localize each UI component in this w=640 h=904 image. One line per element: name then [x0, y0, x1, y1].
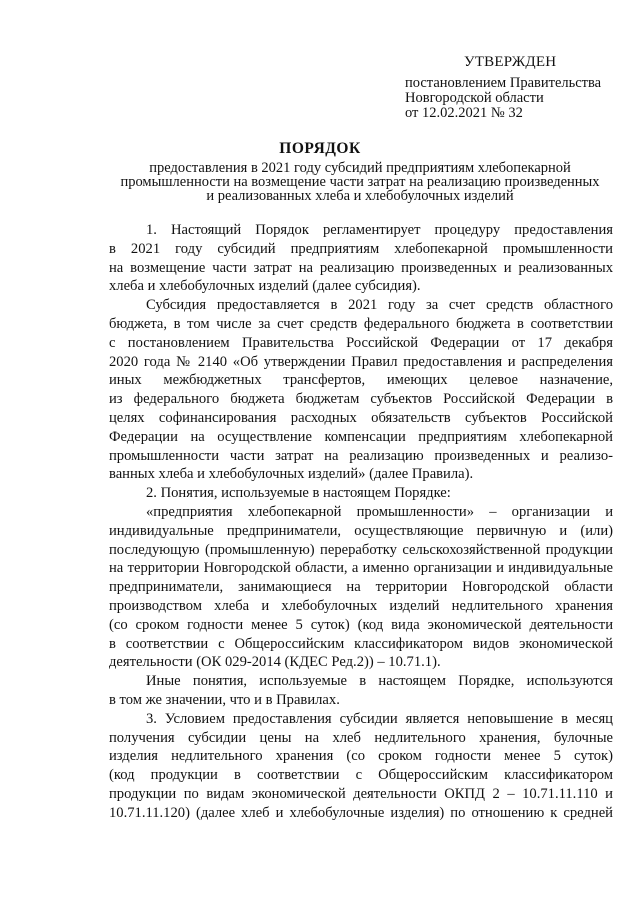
body-line: Субсидия предоставляется в 2021 году за счет средств областного — [146, 297, 613, 314]
body-line: получения субсидии цены на хлеб недлительного хранения, булочные — [109, 729, 613, 746]
body-line: Федерации на осуществление компенсации предприятиям хлебопекарной — [109, 428, 613, 445]
body-line: продукции по видам экономической деятельности ОКПД 2 – 10.71.11.110 и — [109, 785, 613, 802]
document-title: ПОРЯДОК — [279, 140, 361, 157]
body-line: 1. Настоящий Порядок регламентирует процедуру предоставления — [146, 222, 613, 238]
body-line: предприниматели, занимающиеся на территории Новгородской области — [109, 579, 613, 596]
body-line: 10.71.11.120) (далее хлеб и хлебобулочные изделия) по отношению к средней — [109, 804, 613, 821]
body-line: хлеба и хлебобулочных изделий (далее субсидия). — [109, 278, 421, 295]
approval-heading: УТВЕРЖДЕН — [464, 54, 557, 70]
body-line: деятельности (ОК 029-2014 (КДЕС Ред.2)) – 10.71.1). — [109, 654, 441, 671]
approval-block — [405, 55, 635, 121]
body-line: промышленности части затрат на реализацию произведенных и реализо- — [109, 447, 613, 464]
body-line: Иные понятия, используемые в настоящем Порядке, используются — [146, 673, 613, 690]
subtitle-line: промышленности на возмещение части затрат на реализацию произведенных — [120, 174, 600, 190]
body-line: 3. Условием предоставления субсидии является неповышение в месяц — [146, 710, 613, 727]
approval-line: Новгородской области — [405, 90, 544, 106]
body-line: на возмещение части затрат на реализацию произведенных и реализованных — [109, 259, 613, 276]
subtitle-line: и реализованных хлеба и хлебобулочных изделий — [206, 188, 514, 204]
body-line: в соответствии с Общероссийским классификатором видов экономической — [109, 635, 613, 652]
body-line: с постановлением Правительства Российской Федерации от 17 декабря — [109, 334, 613, 351]
body-line: последующую (промышленную) переработку сельскохозяйственной продукции — [109, 541, 613, 558]
body-line: производством хлеба и хлебобулочных изделий недлительного хранения — [109, 597, 613, 614]
body-line: из федерального бюджета бюджетам субъектов Российской Федерации в — [109, 391, 613, 408]
body-line: изделия недлительного хранения (со сроком годности менее 5 суток) — [109, 748, 613, 765]
subtitle-line: предоставления в 2021 году субсидий предприятиям хлебопекарной — [149, 160, 571, 176]
body-line: на территории Новгородской области, а именно организации и индивидуальные — [109, 560, 613, 577]
body-line: целях софинансирования расходных обязательств субъектов Российской — [109, 409, 613, 426]
body-line: (код продукции в соответствии с Общероссийским классификатором — [109, 767, 613, 784]
body-line: «предприятия хлебопекарной промышленности» – организации и — [146, 503, 613, 520]
body-line: в 2021 году субсидий предприятиям хлебопекарной промышленности — [109, 240, 613, 257]
document-body — [109, 221, 613, 823]
body-line: ванных хлеба и хлебобулочных изделий» (далее Правила). — [109, 466, 474, 483]
document-subtitle — [100, 161, 620, 203]
body-line: индивидуальные предприниматели, осуществляющие первичную и (или) — [109, 522, 613, 539]
body-line: 2020 года № 2140 «Об утверждении Правил предоставления и распределения — [109, 353, 613, 370]
body-line: бюджета, в том числе за счет средств федерального бюджета в соответствии — [109, 315, 613, 332]
approval-line: постановлением Правительства — [405, 75, 602, 91]
body-line: иных межбюджетных трансфертов, имеющих целевое назначение, — [109, 372, 613, 389]
body-line: в том же значении, что и в Правилах. — [109, 691, 340, 708]
body-line: (со сроком годности менее 5 суток) (код вида экономической деятельности — [109, 616, 613, 633]
body-line: 2. Понятия, используемые в настоящем Порядке: — [146, 485, 451, 502]
approval-line: от 12.02.2021 № 32 — [405, 105, 523, 121]
